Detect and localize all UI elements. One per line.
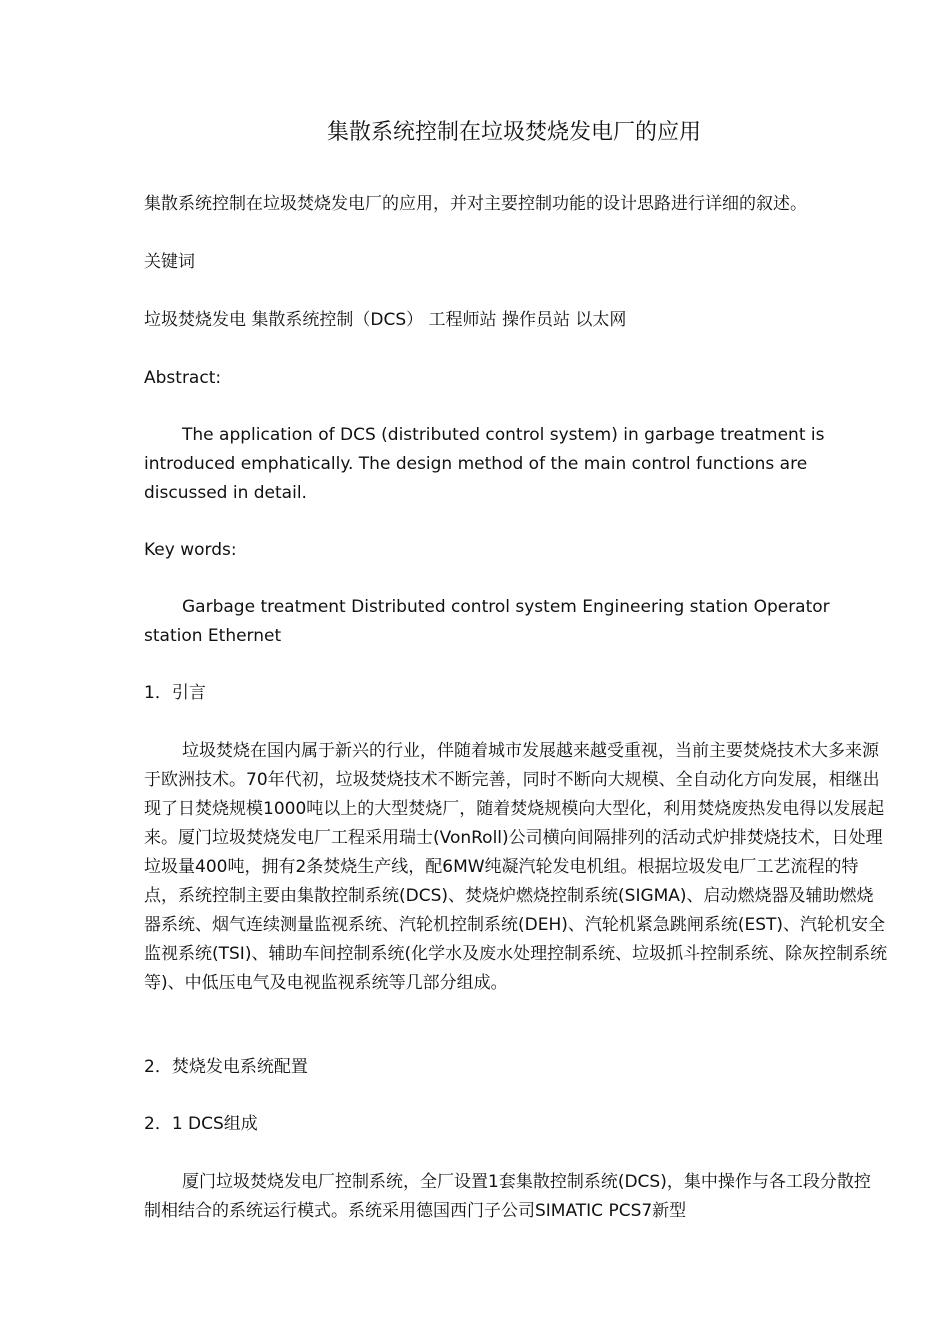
summary-paragraph: 集散系统控制在垃圾焚烧发电厂的应用，并对主要控制功能的设计思路进行详细的叙述。: [144, 194, 807, 214]
section21-heading: 2．1 DCS组成: [144, 1114, 258, 1134]
keywords-text: 垃圾焚烧发电 集散系统控制（DCS） 工程师站 操作员站 以太网: [144, 310, 627, 330]
section1-text: 垃圾焚烧在国内属于新兴的行业，伴随着城市发展越来越受重视，当前主要焚烧技术大多来源于欧洲技术。70年代初，垃圾焚烧技术不断完善，同时不断向大规模、全自动化方向发展，相继出现了日焚烧规模1000吨以上的大型焚烧厂，随着焚烧规模向大型化，利用焚烧废热发电得以发展起来。厦门垃圾焚烧发电厂工程采用瑞士(VonRoll)公司横向间隔排列的活动式炉排焚烧技术，日处理垃圾量400吨，拥有2条焚烧生产线，配6MW纯凝汽轮发电机组。根据垃圾发电厂工艺流程的特点，系统控制主要由集散控制系统(DCS)、焚烧炉燃烧控制系统(SIGMA)、启动燃烧器及辅助燃烧器系统、烟气连续测量监视系统、汽轮机控制系统(DEH)、汽轮机紧急跳闸系统(EST)、汽轮机安全监视系统(TSI)、辅助车间控制系统(化学水及废水处理控制系统、垃圾抓斗控制系统、除灰控制系统等)、中低压电气及电视监视系统等几部分组成。: [144, 741, 888, 993]
section2-heading: 2．焚烧发电系统配置: [144, 1057, 308, 1077]
abstract-label: Abstract:: [144, 368, 222, 388]
section21-text: 厦门垃圾焚烧发电厂控制系统，全厂设置1套集散控制系统(DCS)，集中操作与各工段分散控制相结合的系统运行模式。系统采用德国西门子公司SIMATIC PCS7新型: [144, 1172, 871, 1221]
section1-heading: 1．引言: [144, 683, 206, 703]
keywords-en-label: Key words:: [144, 540, 237, 560]
keywords-label: 关键词: [144, 252, 195, 272]
keywords-en-text: Garbage treatment Distributed control system Engineering station Operator station Ethernet: [144, 597, 830, 646]
abstract-text: The application of DCS (distributed control system) in garbage treatment is introduced emphatically. The design method of the main control functions are discussed in detail.: [144, 425, 825, 503]
document-title: 集散系统控制在垃圾焚烧发电厂的应用: [326, 120, 701, 145]
